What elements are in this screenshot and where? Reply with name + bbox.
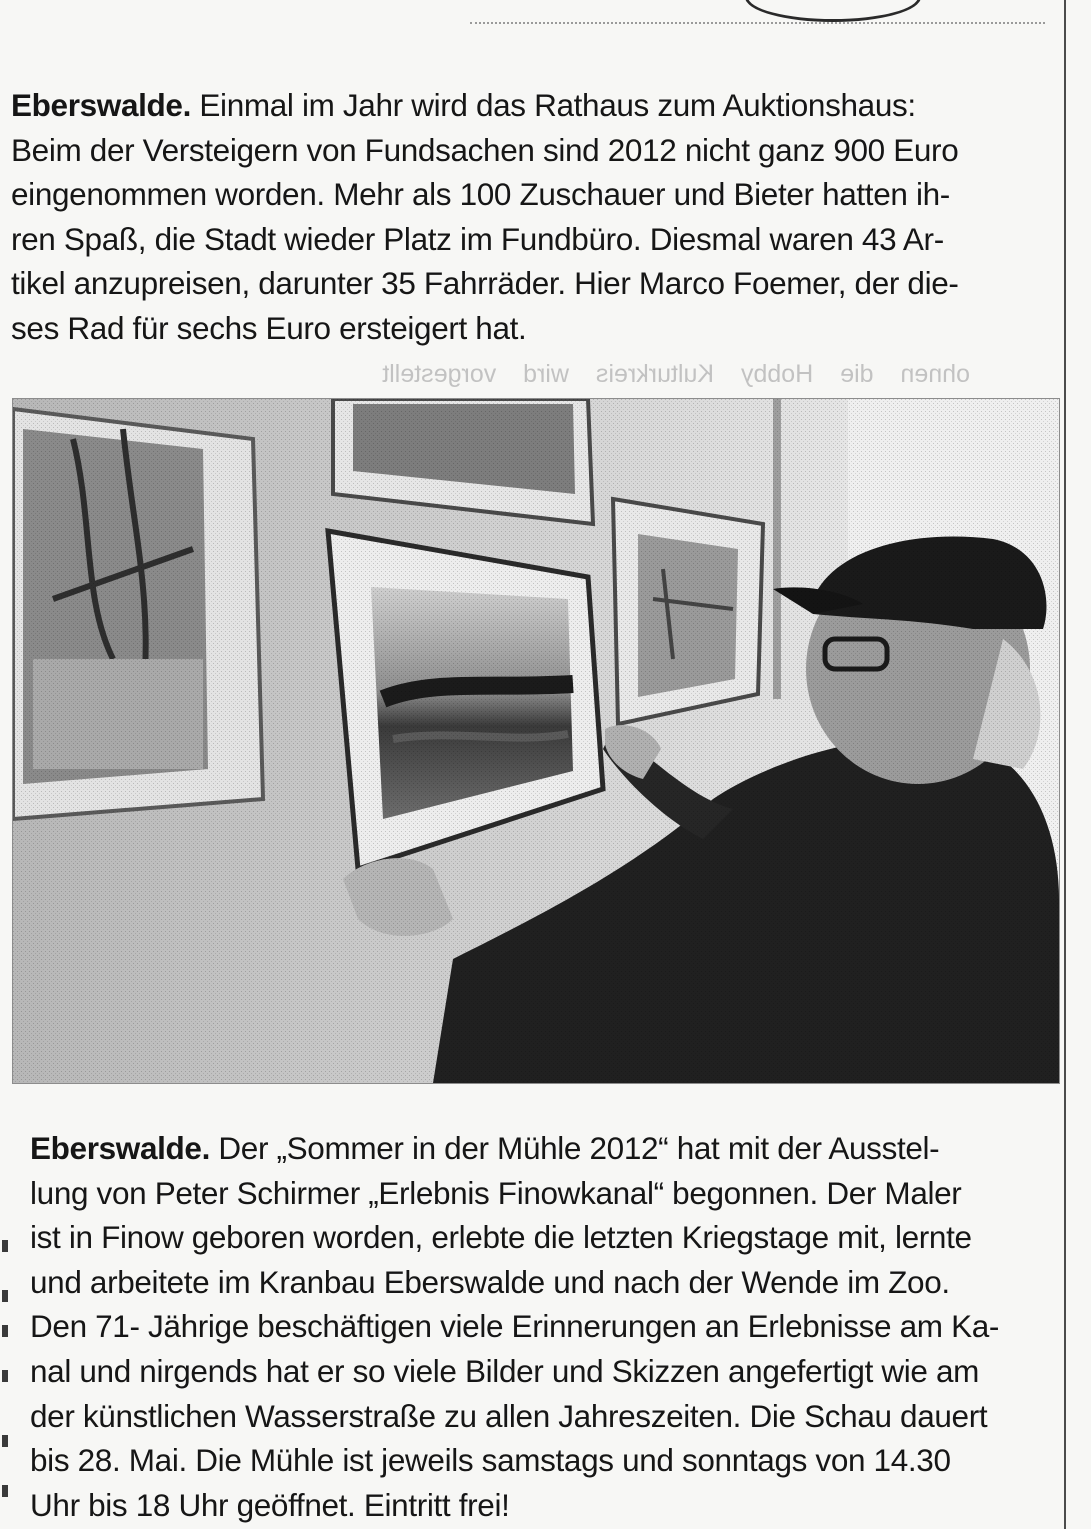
article-line: Den 71- Jährige beschäftigen viele Erinnerungen an Erlebnisse am Ka- [30, 1308, 1000, 1345]
article-auction [11, 83, 1056, 351]
article-line: ses Rad für sechs Euro ersteigert hat. [11, 309, 527, 346]
margin-fragment [2, 1240, 8, 1252]
article-line: Eberswalde. Einmal im Jahr wird das Rathaus zum Auktionshaus: [11, 87, 916, 123]
margin-fragment [2, 1435, 8, 1447]
article-line: der künstlichen Wasserstraße zu allen Jahreszeiten. Die Schau dauert [30, 1397, 988, 1434]
dateline: Eberswalde. [30, 1130, 210, 1166]
article-line: Beim der Versteigern von Fundsachen sind 2012 nicht ganz 900 Euro [11, 131, 959, 168]
photo-artist-hanging-picture [12, 398, 1060, 1084]
article-line: tikel anzupreisen, darunter 35 Fahrräder. Hier Marco Foemer, der die- [11, 265, 959, 302]
article-line: eingenommen worden. Mehr als 100 Zuschauer und Bieter hatten ih- [11, 176, 950, 213]
margin-fragment [2, 1485, 8, 1497]
article-line: Eberswalde. Der „Sommer in der Mühle 2012“ hat mit der Ausstel- [30, 1130, 940, 1166]
article-line: bis 28. Mai. Die Mühle ist jeweils samstags und sonntags von 14.30 [30, 1442, 951, 1479]
margin-fragment [2, 1370, 8, 1382]
article-line: Uhr bis 18 Uhr geöffnet. Eintritt frei! [30, 1486, 510, 1523]
article-line: ist in Finow geboren worden, erlebte die letzten Kriegstage mit, lernte [30, 1219, 972, 1256]
mirrored-bleed-through-text: ohnen die Hobby Kulturkreis wird vorgestellt [382, 360, 970, 388]
article-line: und arbeitete im Kranbau Eberswalde und nach der Wende im Zoo. [30, 1263, 950, 1300]
article-line: nal und nirgends hat er so viele Bilder und Skizzen angefertigt wie am [30, 1352, 980, 1389]
article-line: ren Spaß, die Stadt wieder Platz im Fundbüro. Diesmal waren 43 Ar- [11, 220, 944, 257]
margin-fragment [2, 1290, 8, 1302]
dateline: Eberswalde. [11, 87, 191, 123]
article-line: lung von Peter Schirmer „Erlebnis Finowkanal“ begonnen. Der Maler [30, 1174, 962, 1211]
margin-fragment [2, 1325, 8, 1337]
article-exhibition [30, 1126, 1070, 1527]
